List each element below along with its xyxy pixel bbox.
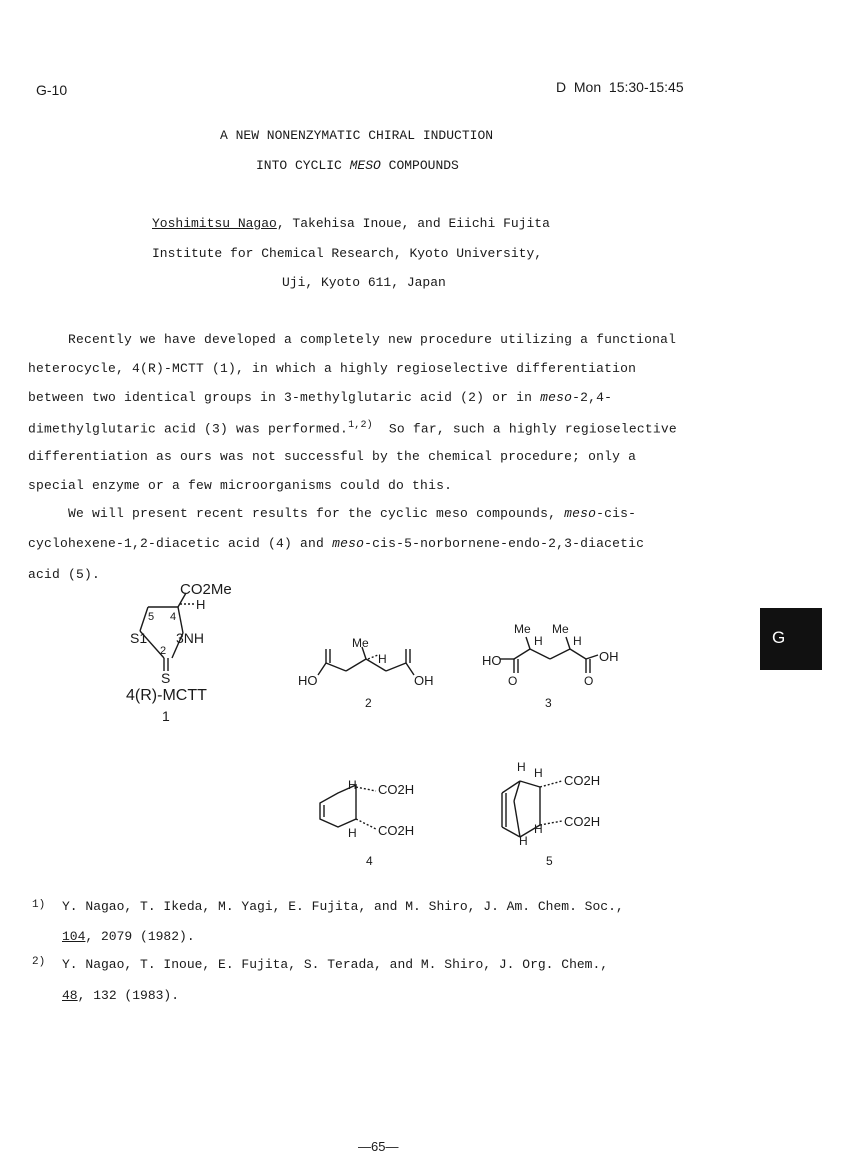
sulfur-label: S1: [130, 630, 148, 646]
methyl-label: Me: [352, 636, 369, 650]
h-label: H: [534, 822, 543, 836]
structure-5: [502, 760, 600, 868]
h-label: H: [573, 634, 582, 648]
body-line: We will present recent results for the cyclic meso compounds, meso-cis-: [68, 506, 637, 521]
body-line: acid (5).: [28, 567, 101, 582]
methyl-label: Me: [514, 622, 531, 636]
section-tab: G: [760, 608, 822, 670]
h-label: H: [534, 634, 543, 648]
body-line: dimethylglutaric acid (3) was performed.$^{1,2)}$ So far, such a highly regioselective: [28, 420, 677, 437]
reference-number: 2): [32, 956, 46, 968]
affiliation: Institute for Chemical Research, Kyoto University,: [152, 246, 543, 261]
hydroxyl-label: HO: [482, 653, 502, 668]
h-label: H: [348, 826, 357, 840]
h-label: H: [534, 766, 543, 780]
compound-number: 3: [545, 696, 552, 710]
citation-superscript: 1,2): [348, 420, 373, 431]
reference-text: Y. Nagao, T. Inoue, E. Fujita, S. Terada, and M. Shiro, J. Org. Chem.,: [62, 957, 609, 972]
compound-number: 4: [366, 854, 373, 868]
carboxyl-label: CO2H: [564, 814, 601, 829]
reference-text: 48, 132 (1983).: [62, 988, 180, 1003]
structure-4: [320, 778, 414, 868]
h-label: H: [348, 778, 357, 792]
body-line: cyclohexene-1,2-diacetic acid (4) and meso-cis-5-norbornene-endo-2,3-diacetic: [28, 536, 645, 551]
body-line: between two identical groups in 3-methylglutaric acid (2) or in meso-2,4-: [28, 390, 613, 405]
h-label: H: [196, 597, 206, 612]
compound-number: 5: [546, 854, 553, 868]
ester-label: CO2Me: [180, 581, 232, 598]
hydroxyl-label: OH: [414, 673, 434, 688]
body-line: Recently we have developed a completely new procedure utilizing a functional: [68, 332, 677, 347]
methyl-label: Me: [552, 622, 569, 636]
ring-locant: 2: [160, 645, 167, 657]
ring-locant: 4: [170, 611, 177, 623]
carboxyl-label: CO2H: [378, 823, 415, 838]
structure-1-mctt: [126, 581, 232, 724]
page-number: —65—: [358, 1139, 399, 1154]
reference-text: Y. Nagao, T. Ikeda, M. Yagi, E. Fujita, and M. Shiro, J. Am. Chem. Soc.,: [62, 899, 624, 914]
reference-number: 1): [32, 899, 46, 911]
compound-number: 2: [365, 696, 372, 710]
session-code: G-10: [36, 82, 68, 98]
presenting-author: Yoshimitsu Nagao: [152, 216, 277, 231]
volume-number: 48: [62, 988, 78, 1003]
hydroxyl-label: OH: [599, 649, 619, 664]
body-line: differentiation as ours was not successful by the chemical procedure; only a: [28, 449, 637, 464]
paper-title-line1: A NEW NONENZYMATIC CHIRAL INDUCTION: [220, 128, 494, 143]
author-list: Yoshimitsu Nagao, Takehisa Inoue, and Eiichi Fujita: [152, 216, 550, 231]
session-schedule: D Mon 15:30-15:45: [556, 79, 684, 95]
oxygen-label: O: [508, 674, 518, 688]
chemical-structures: [0, 575, 850, 895]
address: Uji, Kyoto 611, Japan: [282, 275, 446, 290]
paper-title-line2: INTO CYCLIC MESO COMPOUNDS: [256, 158, 459, 173]
volume-number: 104: [62, 929, 86, 944]
h-label: H: [519, 834, 528, 848]
carboxyl-label: CO2H: [378, 782, 415, 797]
thione-label: S: [161, 670, 171, 686]
ring-locant: 5: [148, 611, 155, 623]
hydroxyl-label: HO: [298, 673, 318, 688]
body-line: special enzyme or a few microorganisms could do this.: [28, 478, 453, 493]
h-label: H: [517, 760, 526, 774]
oxygen-label: O: [584, 674, 594, 688]
body-line: heterocycle, 4(R)-MCTT (1), in which a highly regioselective differentiation: [28, 361, 637, 376]
h-label: H: [378, 652, 387, 666]
structure-2: [298, 636, 434, 710]
compound-number: 1: [162, 708, 170, 724]
structure-3: [482, 622, 619, 710]
compound-name: 4(R)-MCTT: [126, 687, 207, 704]
carboxyl-label: CO2H: [564, 773, 601, 788]
nh-label: 3NH: [176, 630, 205, 646]
reference-text: 104, 2079 (1982).: [62, 929, 195, 944]
